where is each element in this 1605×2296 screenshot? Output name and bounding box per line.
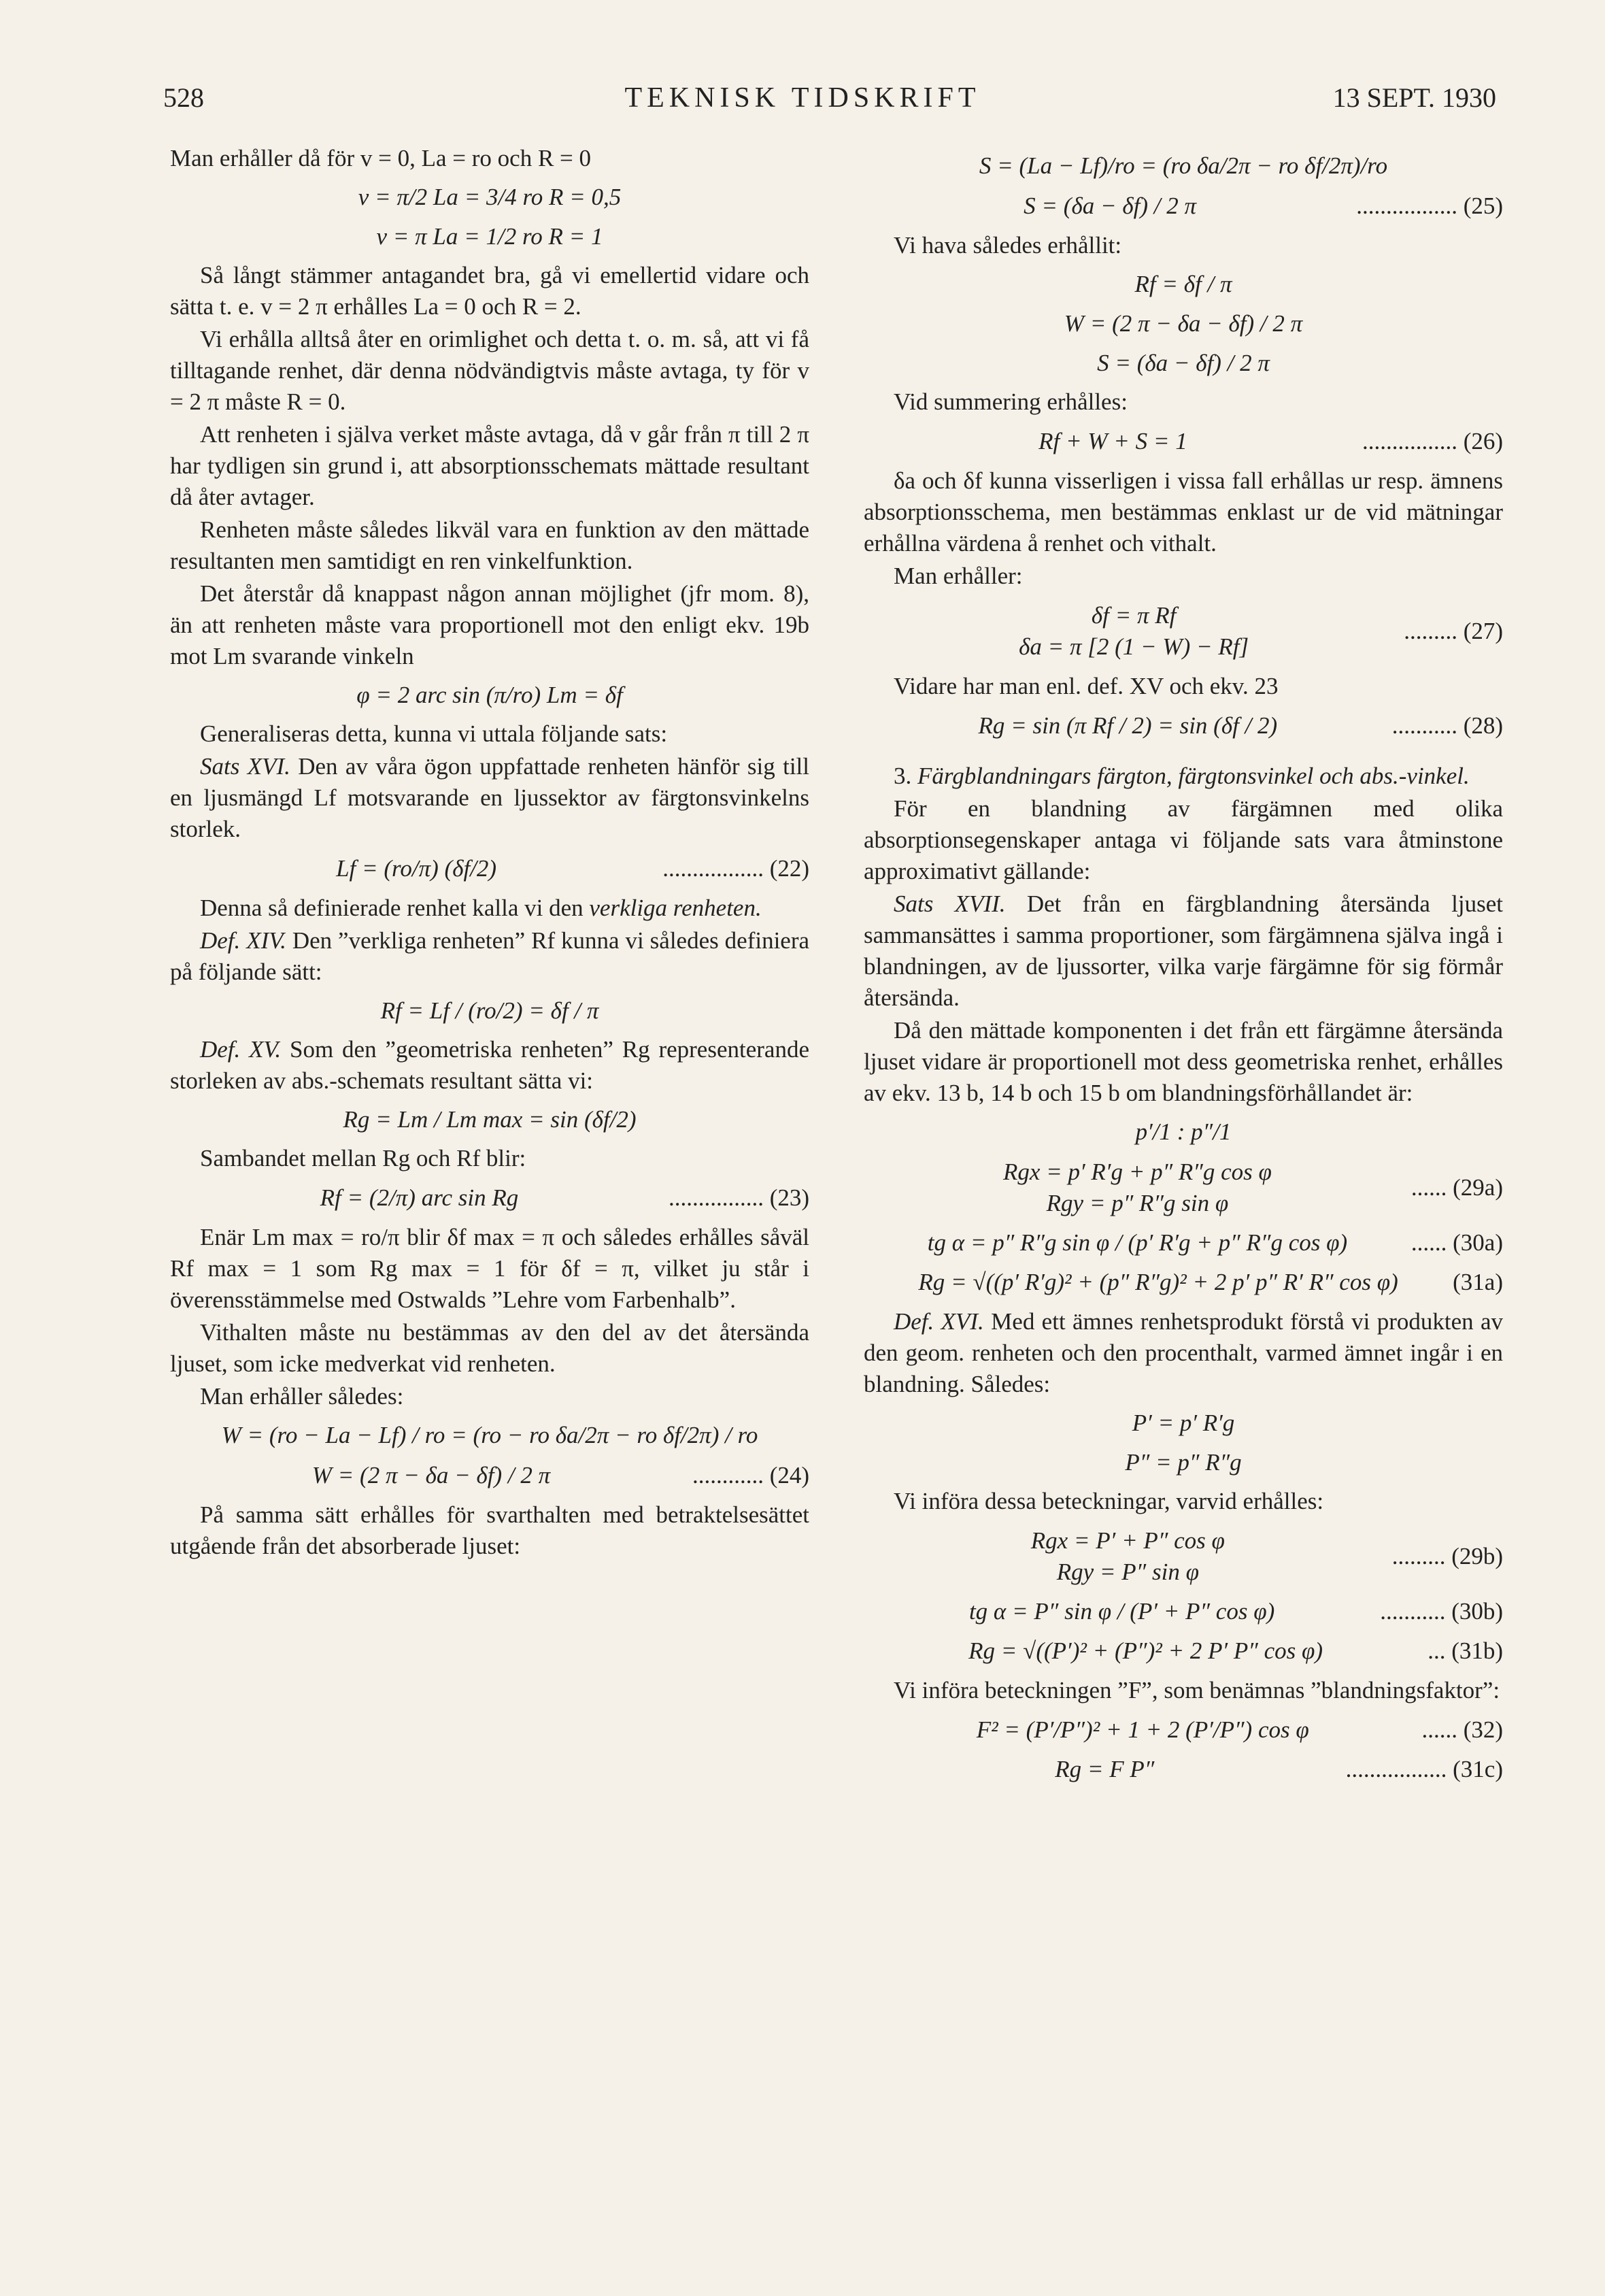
paragraph: Då den mättade komponenten i det från ett färgämne återsända ljuset vidare är proportionell mot dess geometriska renhet, erhålles av ekv. 13 b, 14 b och 15 b om blandningsförhållandet är: [864,1017,1503,1106]
definition-16 [864,1306,1503,1400]
theorem-text: Det från en färgblandning återsända ljuset sammansättes i samma proportioner, som färgämnena själva ingå i blandningen, av de ljussorter, vilka varje färgämne för sig förmår återsända. [864,891,1504,1011]
equation: W = (ro − La − Lf) / ro = (ro − ro δa/2π − ro δf/2π) / ro [221,1422,758,1448]
formula: Rg = √((P′)² + (P″)² + 2 P′ P″ cos φ) [968,1637,1323,1664]
definition-label: Def. XVI. [894,1308,984,1335]
equation-24 [170,1460,809,1491]
paragraph: Enär Lm max = ro/π blir δf max = π och således erhålles såväl Rf max = 1 som Rg max = 1 för δf = π, vilket ju står i överensstämmelse med Ostwalds ”Lehre vom Farbenhalb”. [170,1224,809,1313]
text-line: Man erhåller då för v = 0, La = ro och R = 0 [170,145,592,171]
formula: Rg = F P″ [1055,1756,1155,1782]
paragraph: Att renheten i själva verket måste avtaga, då v går från π till 2 π har tydligen sin grund i, att absorptionsschemats mättade resultant då åter avtager. [170,421,809,510]
equation-number: ................. (22) [662,855,809,882]
equation-number: ...... (30a) [1410,1229,1503,1256]
equation: P″ = p″ R″g [1125,1449,1242,1476]
theorem-16 [170,751,809,845]
paragraph: Generaliseras detta, kunna vi uttala följande sats: [200,720,668,747]
formula-group [864,1525,1392,1588]
paragraph [170,893,809,924]
equation: P′ = p′ R′g [1132,1410,1235,1436]
equation-number: ...... (29a) [1410,1174,1503,1201]
formula: F² = (P′/P″)² + 1 + 2 (P′/P″) cos φ [976,1716,1309,1743]
equation-number: ...... (32) [1421,1716,1503,1743]
equation-number: ............ (24) [692,1462,809,1488]
formula-group [864,600,1404,663]
equation-number: ......... (29b) [1391,1543,1503,1569]
equation-31b [864,1635,1503,1667]
equation-31c [864,1754,1503,1785]
formula: Rg = sin (π Rf / 2) = sin (δf / 2) [978,712,1278,739]
theorem-17 [864,888,1503,1014]
formula: Rg = √((p′ R′g)² + (p″ R″g)² + 2 p′ p″ R′ R″ cos φ) [918,1269,1398,1295]
equation-29b [864,1525,1503,1588]
equation: W = (2 π − δa − δf) / 2 π [1064,310,1303,337]
section-heading [864,761,1503,792]
theorem-label: Sats XVI. [200,753,290,780]
formula: Rgy = p″ R″g sin φ [1046,1190,1229,1216]
formula: Rf = (2/π) arc sin Rg [320,1184,519,1211]
theorem-label: Sats XVII. [894,891,1006,917]
definition-label: Def. XIV. [200,927,286,954]
formula: Rgx = P′ + P″ cos φ [1030,1527,1225,1554]
section-number: 3. [894,763,912,789]
formula: Lf = (ro/π) (δf/2) [336,855,497,882]
right-column [864,143,1503,1793]
equation-number: ................. (25) [1356,193,1503,219]
paragraph: Vidare har man enl. def. XV och ekv. 23 [894,673,1279,699]
equation-22 [170,853,809,884]
equation-29a [864,1157,1503,1219]
equation: Rf = δf / π [1134,271,1232,297]
equation-number: (31a) [1453,1269,1503,1295]
equation-number: ......... (27) [1404,618,1503,644]
journal-title: TEKNISK TIDSKRIFT [624,82,981,114]
paragraph: Man erhåller således: [200,1383,404,1410]
formula: tg α = P″ sin φ / (P′ + P″ cos φ) [968,1598,1275,1625]
definition-label: Def. XV. [200,1036,282,1063]
left-column [170,143,809,1563]
section-title: Färgblandningars färgton, färgtonsvinkel och abs.-vinkel. [917,763,1470,789]
equation-30b [864,1596,1503,1627]
paragraph: Vi erhålla alltså åter en orimlighet och detta t. o. m. så, att vi få tilltagande renhet, där denna nödvändigtvis måste avtaga, ty för v = 2 π måste R = 0. [170,326,809,415]
paragraph: Man erhåller: [894,563,1023,589]
definition-text: Med ett ämnes renhetsprodukt förstå vi produkten av den geom. renheten och den procenthalt, varmed ämnet ingår i en blandning. Således: [864,1308,1504,1397]
equation: S = (La − Lf)/ro = (ro δa/2π − ro δf/2π)/ro [979,152,1388,179]
paragraph: På samma sätt erhålles för svarthalten med betraktelsesättet utgående från det absorberade ljuset: [170,1501,809,1559]
definition-14 [170,925,809,988]
paragraph: Sambandet mellan Rg och Rf blir: [200,1145,526,1171]
text: Denna så definierade renhet kalla vi den [200,895,584,921]
paragraph: Vi införa dessa beteckningar, varvid erhålles: [894,1488,1324,1514]
page-number: 528 [163,82,204,113]
equation: S = (δa − δf) / 2 π [1097,350,1270,376]
formula: tg α = p″ R″g sin φ / (p′ R′g + p″ R″g cos φ) [927,1229,1348,1256]
equation-number: ........... (28) [1391,712,1503,739]
paragraph: δa och δf kunna visserligen i vissa fall erhållas ur resp. ämnens absorptionsschema, men bestämmas enklast ur de vid mätningar erhållna värdena å renhet och vithalt. [864,467,1503,556]
paragraph: Renheten måste således likväl vara en funktion av den mättade resultanten men samtidigt en ren vinkelfunktion. [170,516,809,574]
equation: v = π La = 1/2 ro R = 1 [376,223,603,250]
equation: Rf = Lf / (ro/2) = δf / π [380,997,599,1024]
formula: Rgy = P″ sin φ [1056,1559,1199,1585]
equation-25 [864,190,1503,222]
equation-number: ................ (23) [668,1184,809,1211]
issue-date: 13 SEPT. 1930 [1332,82,1496,113]
paragraph: Vithalten måste nu bestämmas av den del av det återsända ljuset, som icke medverkat vid renheten. [170,1319,809,1377]
equation-26 [864,426,1503,457]
formula-group [864,1157,1411,1219]
equation: Rg = Lm / Lm max = sin (δf/2) [343,1106,637,1133]
equation-31a [864,1267,1503,1298]
formula: δf = π Rf [1091,602,1177,629]
emphasis: verkliga renheten. [589,895,762,921]
definition-text: Som den ”geometriska renheten” Rg representerande storleken av abs.-schemats resultant sätta vi: [170,1036,809,1094]
equation-number: ................. (31c) [1345,1756,1503,1782]
paragraph: För en blandning av färgämnen med olika absorptionsegenskaper antaga vi följande sats vara åtminstone approximativt gällande: [864,795,1503,884]
paragraph: Vi införa beteckningen ”F”, som benämnas ”blandningsfaktor”: [894,1677,1500,1703]
equation-23 [170,1182,809,1214]
formula: W = (2 π − δa − δf) / 2 π [311,1462,551,1488]
equation: v = π/2 La = 3/4 ro R = 0,5 [358,184,622,210]
formula: δa = π [2 (1 − W) − Rf] [1019,633,1249,660]
paragraph: Vid summering erhålles: [894,388,1128,415]
formula: Rgx = p′ R′g + p″ R″g cos φ [1002,1159,1272,1185]
equation-number: ... (31b) [1427,1637,1503,1664]
paragraph: Det återstår då knappast någon annan möjlighet (jfr mom. 8), än att renheten måste vara proportionell mot den enligt ekv. 19b mot Lm svarande vinkeln [170,580,809,669]
equation-number: ........... (30b) [1380,1598,1503,1625]
paragraph: Vi hava således erhållit: [894,232,1122,259]
formula: Rf + W + S = 1 [1038,428,1187,454]
definition-text: Den ”verkliga renheten” Rf kunna vi således definiera på följande sätt: [170,927,810,985]
formula: S = (δa − δf) / 2 π [1024,193,1196,219]
equation-32 [864,1714,1503,1746]
equation-30a [864,1227,1503,1259]
equation: φ = 2 arc sin (π/ro) Lm = δf [356,682,623,708]
theorem-text: Den av våra ögon uppfattade renheten hänför sig till en ljusmängd Lf motsvarande en ljussektor av färgtonsvinkelns storlek. [170,753,809,842]
equation: p′/1 : p″/1 [1135,1118,1232,1145]
equation-number: ................ (26) [1362,428,1503,454]
equation-28 [864,710,1503,742]
definition-15 [170,1034,809,1097]
paragraph: Så långt stämmer antagandet bra, gå vi emellertid vidare och sätta t. e. v = 2 π erhålles La = 0 och R = 2. [170,262,809,320]
equation-27 [864,600,1503,663]
